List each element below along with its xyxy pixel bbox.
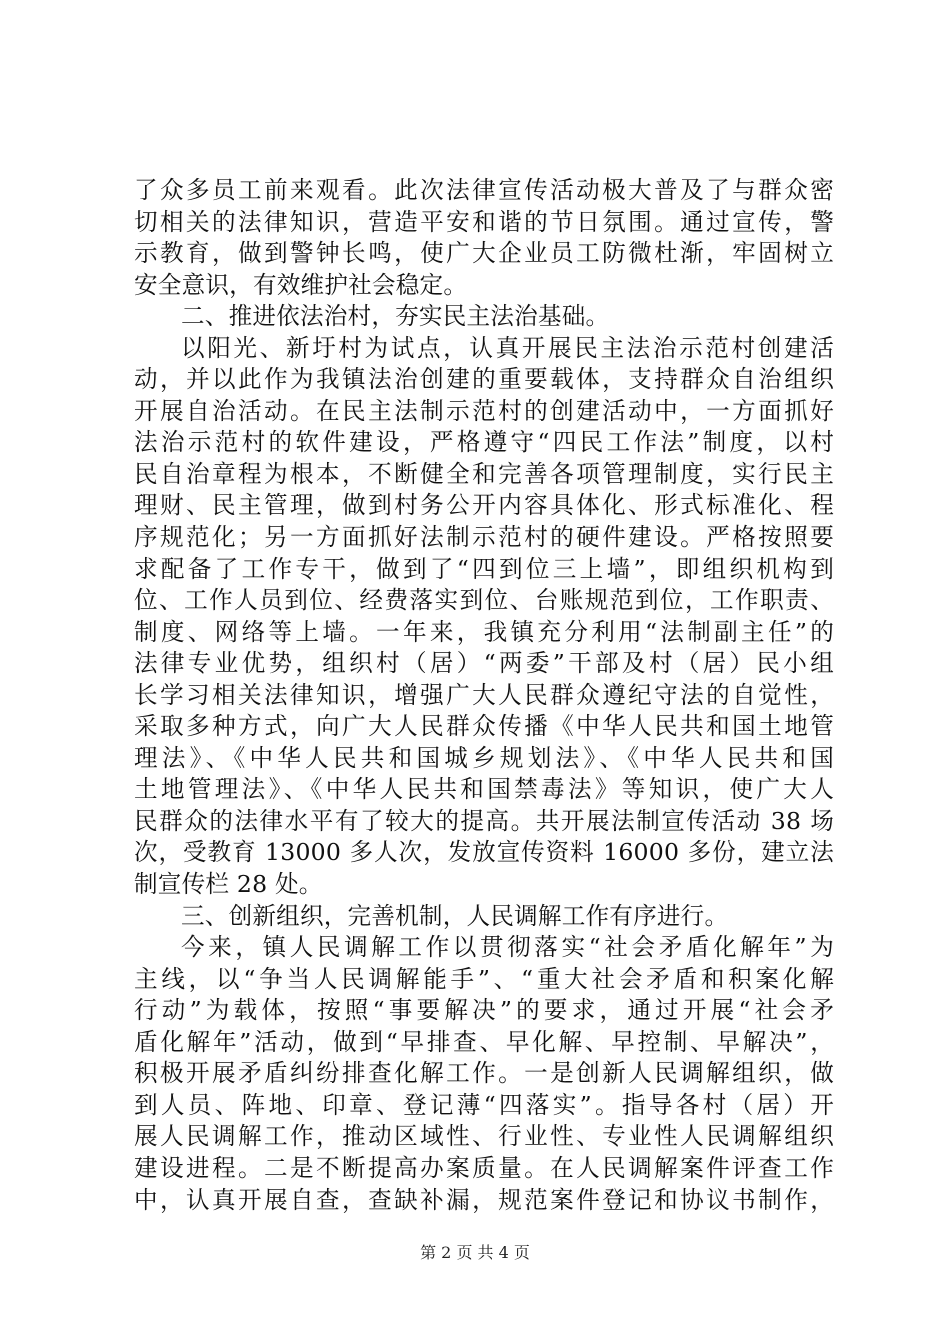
text-line: 民自治章程为根本，不断健全和完善各项管理制度，实行民主	[134, 459, 834, 488]
text-line: 法治示范村的软件建设，严格遵守“四民工作法”制度，以村	[134, 428, 834, 457]
text-line: 三、创新组织，完善机制，人民调解工作有序进行。	[181, 901, 729, 930]
text-line: 动，并以此作为我镇法治创建的重要载体，支持群众自治组织	[134, 365, 834, 394]
text-line: 采取多种方式，向广大人民群众传播《中华人民共和国土地管	[134, 712, 834, 741]
text-line: 盾化解年”活动，做到“早排查、早化解、早控制、早解决”，	[134, 1027, 834, 1056]
page-number-label: 第 2 页 共 4 页	[420, 1243, 530, 1262]
text-line: 切相关的法律知识，营造平安和谐的节日氛围。通过宣传，警	[134, 207, 834, 236]
text-line: 中，认真开展自查，查缺补漏，规范案件登记和协议书制作，	[134, 1185, 834, 1214]
text-line: 理法》、《中华人民共和国城乡规划法》、《中华人民共和国	[134, 743, 834, 772]
text-line: 法律专业优势，组织村（居）“两委”干部及村（居）民小组	[134, 649, 834, 678]
text-line: 制度、网络等上墙。一年来，我镇充分利用“法制副主任”的	[134, 617, 834, 646]
text-line: 二、推进依法治村，夯实民主法治基础。	[181, 302, 610, 331]
text-line: 今来，镇人民调解工作以贯彻落实“社会矛盾化解年”为	[181, 933, 834, 962]
text-line: 制宣传栏 28 处。	[134, 870, 323, 899]
text-line: 土地管理法》、《中华人民共和国禁毒法》等知识，使广大人	[134, 775, 834, 804]
text-line: 以阳光、新圩村为试点，认真开展民主法治示范村创建活	[181, 333, 834, 362]
text-line: 求配备了工作专干，做到了“四到位三上墙”，即组织机构到	[134, 554, 834, 583]
text-line: 建设进程。二是不断提高办案质量。在人民调解案件评查工作	[134, 1153, 834, 1182]
document-body	[134, 175, 834, 1216]
text-line: 民群众的法律水平有了较大的提高。共开展法制宣传活动 38 场	[134, 806, 834, 835]
text-line: 行动”为载体，按照“事要解决”的要求，通过开展“社会矛	[134, 996, 834, 1025]
text-line: 安全意识，有效维护社会稳定。	[134, 270, 468, 299]
text-line: 示教育，做到警钟长鸣，使广大企业员工防微杜渐，牢固树立	[134, 239, 834, 268]
text-line: 主线，以“争当人民调解能手”、“重大社会矛盾和积案化解	[134, 964, 834, 993]
text-line: 位、工作人员到位、经费落实到位、台账规范到位，工作职责、	[134, 586, 834, 615]
text-line: 到人员、阵地、印章、登记薄“四落实”。指导各村（居）开	[134, 1090, 834, 1119]
text-line: 序规范化；另一方面抓好法制示范村的硬件建设。严格按照要	[134, 523, 834, 552]
text-line: 开展自治活动。在民主法制示范村的创建活动中，一方面抓好	[134, 396, 834, 425]
page-footer	[0, 1243, 950, 1263]
text-line: 长学习相关法律知识，增强广大人民群众遵纪守法的自觉性，	[134, 680, 834, 709]
text-line: 了众多员工前来观看。此次法律宣传活动极大普及了与群众密	[134, 176, 834, 204]
text-line: 展人民调解工作，推动区域性、行业性、专业性人民调解组织	[134, 1122, 834, 1151]
text-line: 次，受教育 13000 多人次，发放宣传资料 16000 多份，建立法	[134, 838, 834, 867]
text-line: 积极开展矛盾纠纷排查化解工作。一是创新人民调解组织，做	[134, 1059, 834, 1088]
text-line: 理财、民主管理，做到村务公开内容具体化、形式标准化、程	[134, 491, 834, 520]
